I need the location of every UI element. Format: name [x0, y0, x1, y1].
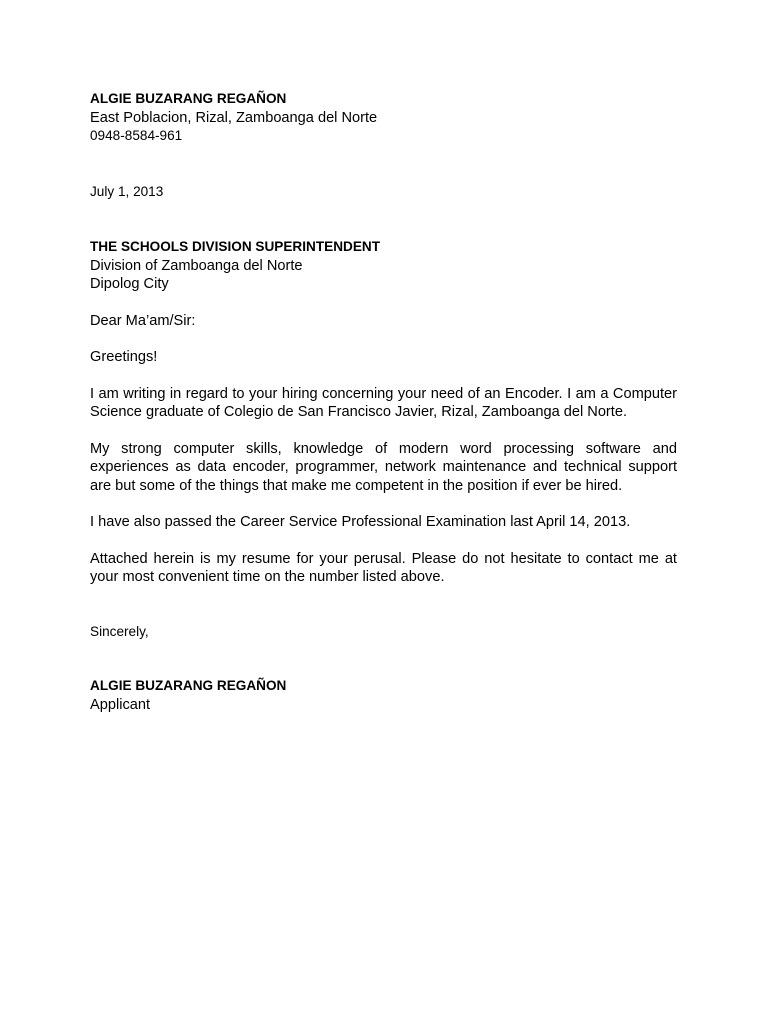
- sender-block: [90, 90, 677, 146]
- recipient-block: [90, 238, 677, 294]
- body-paragraph-3: I have also passed the Career Service Professional Examination last April 14, 2013.: [90, 514, 631, 530]
- recipient-title: THE SCHOOLS DIVISION SUPERINTENDENT: [90, 239, 381, 254]
- body-paragraph-1: I am writing in regard to your hiring concerning your need of an Encoder. I am a Computer Science graduate of Colegio de San Francisco Javier, Rizal, Zamboanga del Norte.: [90, 385, 677, 420]
- recipient-office: Division of Zamboanga del Norte: [90, 257, 303, 274]
- signature-name: ALGIE BUZARANG REGAÑON: [90, 678, 287, 693]
- sender-phone: 0948-8584-961: [90, 128, 183, 143]
- sender-address: East Poblacion, Rizal, Zamboanga del Norte: [90, 109, 378, 126]
- recipient-city: Dipolog City: [90, 276, 169, 292]
- cover-letter: [90, 90, 677, 714]
- letter-date: July 1, 2013: [90, 183, 164, 199]
- sender-name: ALGIE BUZARANG REGAÑON: [90, 91, 287, 106]
- signature-role: Applicant: [90, 696, 151, 713]
- body-paragraph-4: Attached herein is my resume for your perusal. Please do not hesitate to contact me at your most convenient time on the number listed above.: [90, 550, 677, 585]
- signature-block: [90, 677, 677, 714]
- salutation: Dear Ma’am/Sir:: [90, 312, 196, 329]
- closing: Sincerely,: [90, 623, 149, 639]
- greeting: Greetings!: [90, 349, 158, 365]
- body-paragraph-2: My strong computer skills, knowledge of modern word processing software and experiences as data encoder, programmer, network maintenance and technical support are but some of the things that make me competent in the position if ever be hired.: [90, 440, 677, 494]
